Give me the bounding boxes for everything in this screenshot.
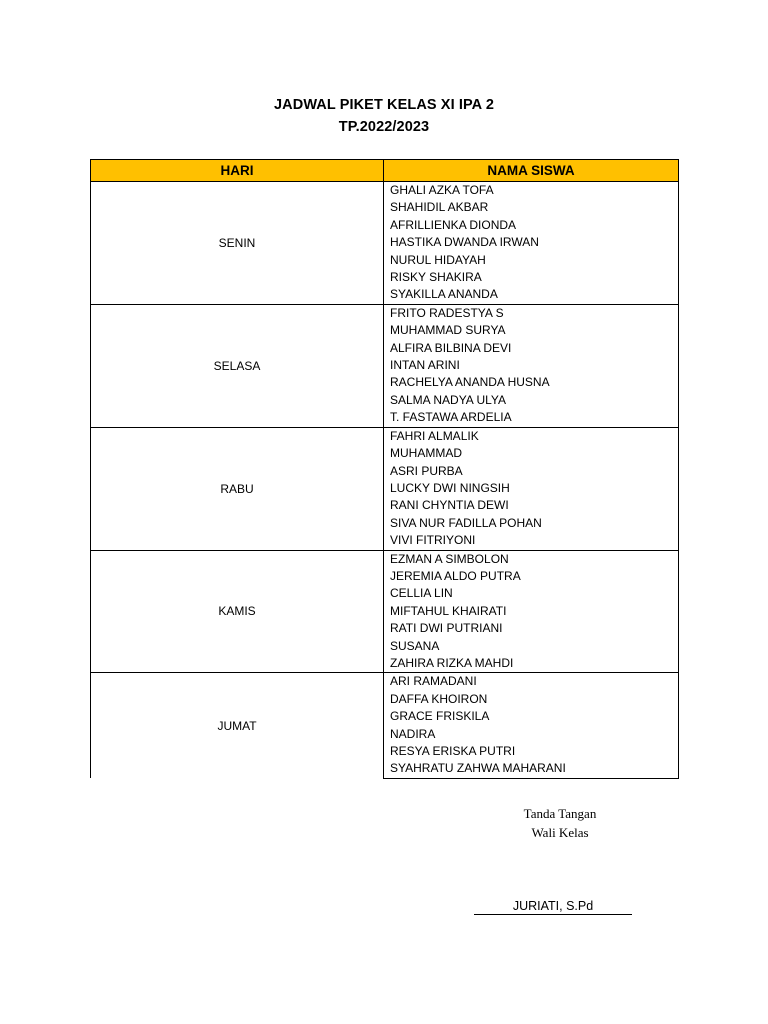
student-name-cell: NADIRA [384,726,679,743]
day-cell: KAMIS [91,550,384,673]
student-name-cell: FRITO RADESTYA S [384,304,679,322]
day-cell: SELASA [91,304,384,427]
student-name-cell: FAHRI ALMALIK [384,427,679,445]
table-row [91,673,679,691]
student-name-cell: SYAHRATU ZAHWA MAHARANI [384,760,679,778]
table-row [91,304,679,322]
student-name-cell: VIVI FITRIYONI [384,532,679,550]
student-name-cell: AFRILLIENKA DIONDA [384,217,679,234]
student-name-cell: MUHAMMAD [384,445,679,462]
document-title: JADWAL PIKET KELAS XI IPA 2 [274,97,494,113]
table-row [91,182,679,200]
student-name-cell: MIFTAHUL KHAIRATI [384,603,679,620]
table-row [91,550,679,568]
student-name-cell: SALMA NADYA ULYA [384,392,679,409]
document-subtitle: TP.2022/2023 [338,119,430,135]
student-name-cell: ALFIRA BILBINA DEVI [384,340,679,357]
student-name-cell: ASRI PURBA [384,463,679,480]
student-name-cell: SIVA NUR FADILLA POHAN [384,515,679,532]
student-name-cell: RISKY SHAKIRA [384,269,679,286]
header-day: HARI [91,160,384,182]
day-cell: RABU [91,427,384,550]
student-name-cell: ARI RAMADANI [384,673,679,691]
student-name-cell: MUHAMMAD SURYA [384,322,679,339]
signature-label: Tanda Tangan [523,806,597,821]
day-cell: JUMAT [91,673,384,778]
signature-name: JURIATI, S.Pd [474,899,632,915]
student-name-cell: RACHELYA ANANDA HUSNA [384,374,679,391]
duty-schedule-table [90,159,679,779]
student-name-cell: EZMAN A SIMBOLON [384,550,679,568]
table-header-row [91,160,679,182]
table-body [91,182,679,779]
student-name-cell: NURUL HIDAYAH [384,252,679,269]
student-name-cell: GRACE FRISKILA [384,708,679,725]
student-name-cell: SUSANA [384,638,679,655]
table-row [91,427,679,445]
student-name-cell: RATI DWI PUTRIANI [384,620,679,637]
student-name-cell: INTAN ARINI [384,357,679,374]
student-name-cell: T. FASTAWA ARDELIA [384,409,679,427]
student-name-cell: HASTIKA DWANDA IRWAN [384,234,679,251]
student-name-cell: CELLIA LIN [384,585,679,602]
student-name-cell: LUCKY DWI NINGSIH [384,480,679,497]
signature-role: Wali Kelas [531,825,589,840]
day-cell: SENIN [91,182,384,305]
student-name-cell: SHAHIDIL AKBAR [384,199,679,216]
student-name-cell: DAFFA KHOIRON [384,691,679,708]
student-name-cell: SYAKILLA ANANDA [384,286,679,304]
student-name-cell: GHALI AZKA TOFA [384,182,679,200]
header-student-name: NAMA SISWA [384,160,679,182]
student-name-cell: RANI CHYNTIA DEWI [384,497,679,514]
student-name-cell: ZAHIRA RIZKA MAHDI [384,655,679,673]
student-name-cell: JEREMIA ALDO PUTRA [384,568,679,585]
student-name-cell: RESYA ERISKA PUTRI [384,743,679,760]
